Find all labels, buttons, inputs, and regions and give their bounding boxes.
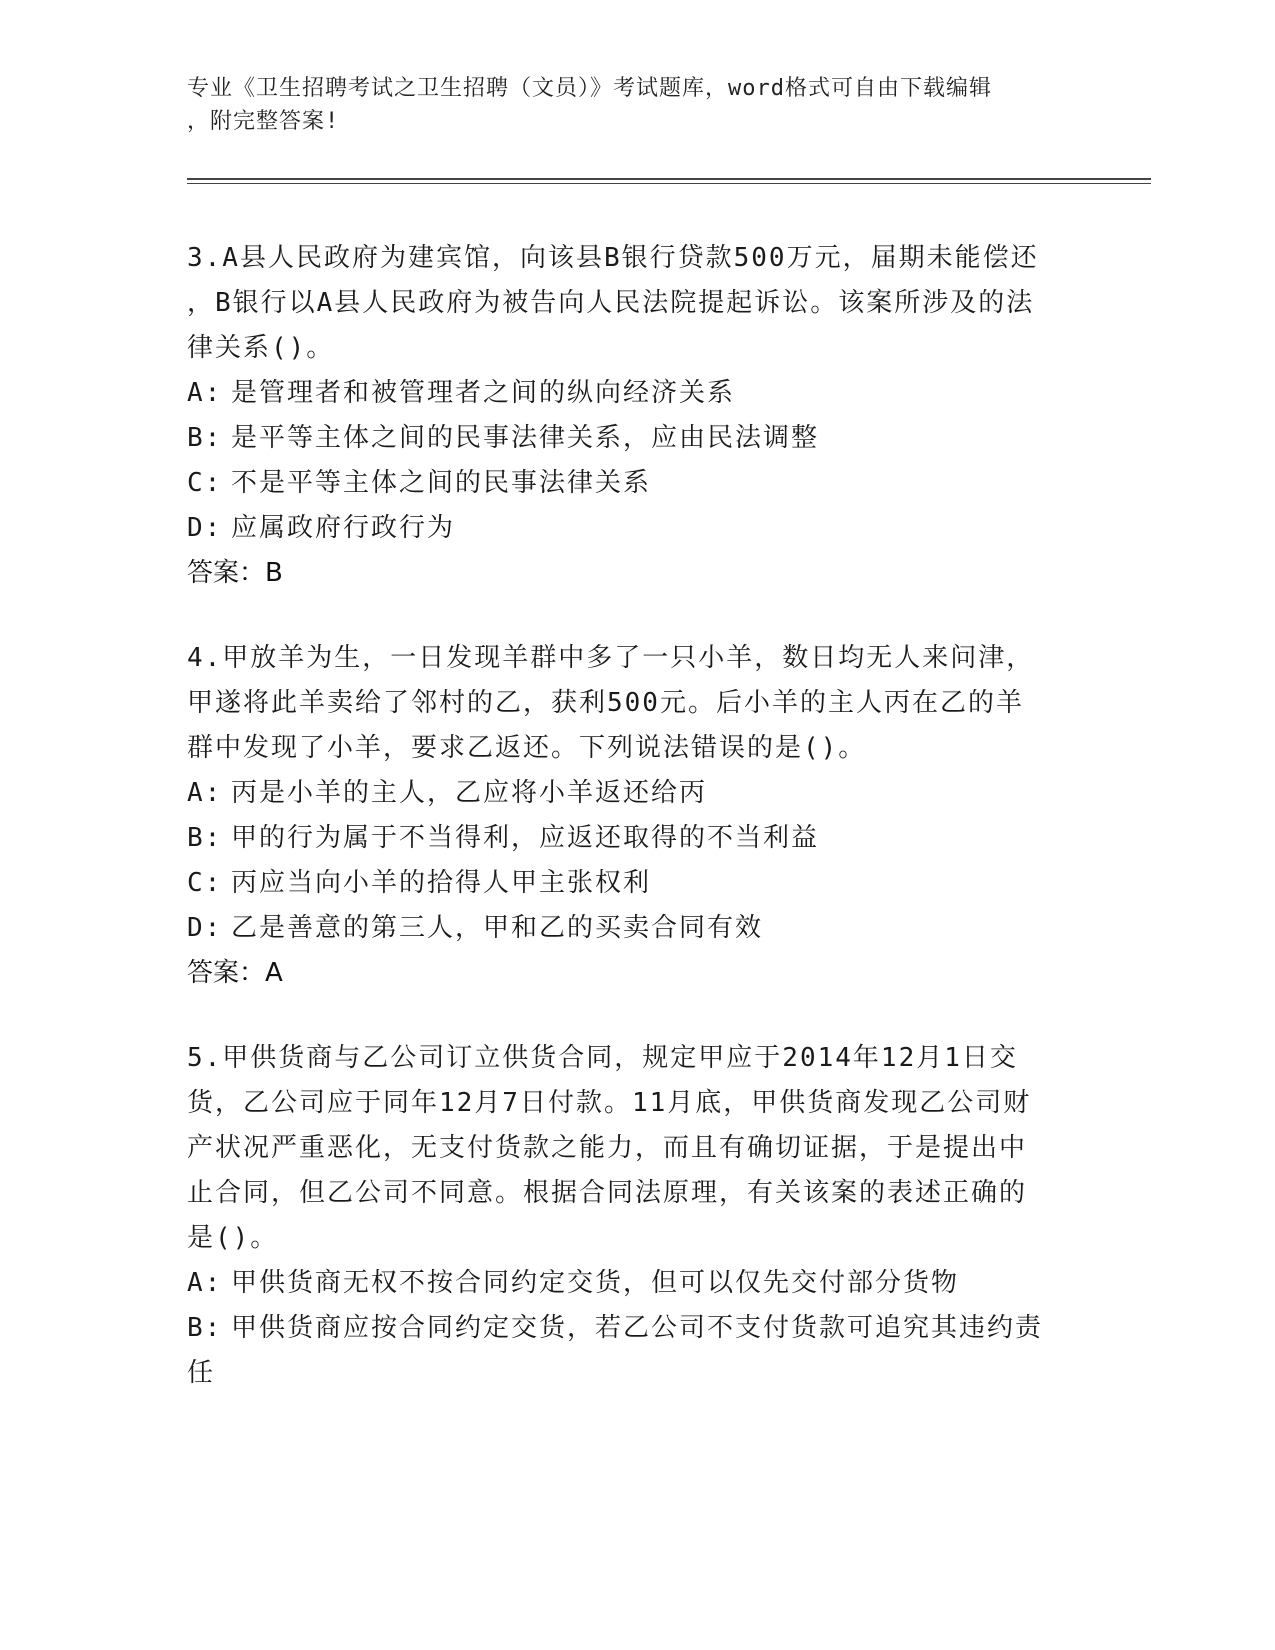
option-text: 是管理者和被管理者之间的纵向经济关系	[231, 378, 736, 408]
option-a	[187, 371, 1087, 416]
option-key: D:	[187, 513, 223, 543]
option-a	[187, 1261, 1087, 1306]
option-d	[187, 506, 1087, 551]
option-text: 甲的行为属于不当得利，应返还取得的不当利益	[231, 823, 820, 853]
option-text: 任	[187, 1358, 216, 1388]
question-stem-line: 甲遂将此羊卖给了邻村的乙，获利500元。后小羊的主人丙在乙的羊	[187, 688, 1024, 718]
question-list	[187, 236, 1087, 1436]
question-stem-line: 止合同，但乙公司不同意。根据合同法原理，有关该案的表述正确的	[187, 1178, 1028, 1208]
option-text: 丙应当向小羊的拾得人甲主张权利	[231, 868, 652, 898]
question-stem-line: ，B银行以A县人民政府为被告向人民法院提起诉讼。该案所涉及的法	[187, 288, 1035, 318]
option-a	[187, 771, 1087, 816]
divider-line-top	[187, 178, 1151, 180]
option-key: A:	[187, 378, 223, 408]
option-text: 甲供货商应按合同约定交货，若乙公司不支付货款可追究其违约责	[231, 1313, 1044, 1343]
question-4	[187, 636, 1087, 996]
question-stem-line: 产状况严重恶化，无支付货款之能力，而且有确切证据，于是提出中	[187, 1133, 1028, 1163]
divider-line-bottom	[187, 183, 1151, 184]
option-c	[187, 461, 1087, 506]
option-text: 是平等主体之间的民事法律关系，应由民法调整	[231, 423, 820, 453]
header-divider	[187, 178, 1151, 184]
option-text: 应属政府行政行为	[231, 513, 456, 543]
question-stem-line: 律关系()。	[187, 333, 335, 363]
question-stem-line: 群中发现了小羊，要求乙返还。下列说法错误的是()。	[187, 733, 867, 763]
answer-label: 答案：B	[187, 558, 283, 588]
header-line-1: 专业《卫生招聘考试之卫生招聘（文员）》考试题库，word格式可自由下载编辑	[187, 76, 992, 101]
option-text: 甲供货商无权不按合同约定交货，但可以仅先交付部分货物	[231, 1268, 960, 1298]
option-key: A:	[187, 778, 223, 808]
option-b-continuation	[187, 1351, 1087, 1396]
document-header	[187, 72, 1087, 138]
question-stem-line: 货，乙公司应于同年12月7日付款。11月底，甲供货商发现乙公司财	[187, 1088, 1032, 1118]
header-line-2: ，附完整答案!	[187, 109, 340, 134]
option-text: 乙是善意的第三人，甲和乙的买卖合同有效	[231, 913, 764, 943]
option-key: D:	[187, 913, 223, 943]
option-key: B:	[187, 423, 223, 453]
question-stem-line: 5.甲供货商与乙公司订立供货合同，规定甲应于2014年12月1日交	[187, 1043, 1018, 1073]
question-stem-line: 3.A县人民政府为建宾馆，向该县B银行贷款500万元，届期未能偿还	[187, 243, 1039, 273]
option-text: 不是平等主体之间的民事法律关系	[231, 468, 652, 498]
option-c	[187, 861, 1087, 906]
option-key: C:	[187, 868, 223, 898]
option-d	[187, 906, 1087, 951]
question-3	[187, 236, 1087, 596]
option-key: B:	[187, 1313, 223, 1343]
option-b	[187, 1306, 1087, 1351]
option-b	[187, 816, 1087, 861]
option-key: C:	[187, 468, 223, 498]
answer-label: 答案：A	[187, 958, 283, 988]
question-stem-line: 是()。	[187, 1223, 279, 1253]
question-5	[187, 1036, 1087, 1396]
option-key: A:	[187, 1268, 223, 1298]
option-b	[187, 416, 1087, 461]
question-stem-line: 4.甲放羊为生，一日发现羊群中多了一只小羊，数日均无人来问津，	[187, 643, 1035, 673]
option-text: 丙是小羊的主人，乙应将小羊返还给丙	[231, 778, 708, 808]
option-key: B:	[187, 823, 223, 853]
